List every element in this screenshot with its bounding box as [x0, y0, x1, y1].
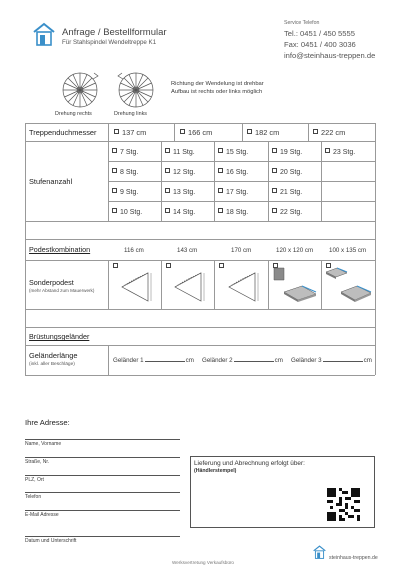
step-option[interactable]: [112, 148, 138, 156]
landing-120x120-diagram: [270, 266, 320, 306]
checkbox[interactable]: [313, 129, 318, 134]
option-label: 13 Stg.: [173, 189, 196, 196]
diameter-option-137[interactable]: [114, 128, 146, 137]
landing-size: 120 x 120 cm: [276, 247, 314, 254]
checkbox[interactable]: [218, 208, 223, 213]
step-option[interactable]: [165, 208, 195, 216]
phone-input-line[interactable]: [25, 492, 180, 493]
railing-3-input[interactable]: [323, 355, 363, 362]
landing-label: Podestkombination: [29, 245, 91, 254]
option-label: 12 Stg.: [173, 169, 196, 176]
railing-1-field[interactable]: [113, 355, 194, 364]
option-label: 137 cm: [122, 128, 147, 137]
option-label: 22 Stg.: [280, 209, 303, 216]
special-landing-label: Sonderpodest: [29, 278, 74, 287]
checkbox[interactable]: [180, 129, 185, 134]
form-subtitle: Für Stahlspindel Wendeltreppe K1: [62, 39, 157, 46]
landing-100x135-diagram: [323, 266, 373, 306]
landing-116-diagram: [120, 271, 154, 303]
qr-code-icon: [327, 488, 360, 521]
checkbox[interactable]: [112, 188, 117, 193]
railing-item-label: Geländer 1: [113, 357, 144, 364]
landing-size: 143 cm: [177, 247, 198, 254]
email-address[interactable]: info@steinhaus-treppen.de: [284, 51, 376, 60]
option-label: 166 cm: [188, 128, 213, 137]
railing-length-sub: (inkl. aller Beschläge): [29, 362, 75, 367]
checkbox[interactable]: [272, 188, 277, 193]
landing-170-diagram: [227, 271, 261, 303]
checkbox[interactable]: [165, 208, 170, 213]
railing-section-label: Brüstungsgeländer: [29, 332, 90, 341]
signature-field-label: Datum und Unterschrift: [25, 538, 77, 544]
house-logo-icon: [33, 22, 55, 46]
direction-note-1: Richtung der Wendelung ist drehbar: [171, 81, 264, 87]
checkbox[interactable]: [112, 168, 117, 173]
option-label: 17 Stg.: [226, 189, 249, 196]
checkbox[interactable]: [114, 129, 119, 134]
step-option[interactable]: [112, 188, 138, 196]
footer-logo-icon: [313, 545, 326, 559]
signature-input-line[interactable]: [25, 536, 180, 537]
railing-item-label: Geländer 2: [202, 357, 233, 364]
checkbox[interactable]: [165, 188, 170, 193]
option-label: 8 Stg.: [120, 169, 139, 176]
tel-number: Tel.: 0451 / 450 5555: [284, 29, 355, 38]
checkbox[interactable]: [218, 188, 223, 193]
diameter-label: Treppenduchmesser: [29, 128, 97, 137]
option-label: 23 Stg.: [333, 149, 356, 156]
footer-center-text: Werksvertretung Verkaufsbüro: [172, 560, 234, 565]
landing-checkbox[interactable]: [113, 263, 118, 268]
step-option[interactable]: [218, 168, 248, 176]
option-label: 19 Stg.: [280, 149, 303, 156]
checkbox[interactable]: [247, 129, 252, 134]
step-option[interactable]: [272, 148, 302, 156]
diameter-option-166[interactable]: [180, 128, 212, 137]
option-label: 11 Stg.: [173, 149, 195, 156]
step-option[interactable]: [112, 208, 142, 216]
checkbox[interactable]: [325, 148, 330, 153]
step-option[interactable]: [272, 168, 302, 176]
special-landing-sub: (mehr Abstand zum Mauerwerk): [29, 288, 95, 293]
option-label: 182 cm: [255, 128, 280, 137]
name-input-line[interactable]: [25, 439, 180, 440]
option-label: 16 Stg.: [226, 169, 249, 176]
form-title: Anfrage / Bestellformular: [62, 27, 167, 38]
city-input-line[interactable]: [25, 475, 180, 476]
unit-label: cm: [363, 357, 372, 364]
option-label: 9 Stg.: [120, 189, 139, 196]
railing-2-field[interactable]: [202, 355, 283, 364]
direction-left-label: Drehung links: [114, 111, 147, 117]
unit-label: cm: [274, 357, 283, 364]
direction-note-2: Aufbau ist rechts oder links möglich: [171, 89, 263, 95]
checkbox[interactable]: [272, 148, 277, 153]
landing-checkbox[interactable]: [219, 263, 224, 268]
footer-logo-text: steinhaus-treppen.de: [329, 555, 378, 561]
step-option[interactable]: [325, 148, 355, 156]
delivery-line-1: Lieferung und Abrechnung erfolgt über:: [194, 460, 305, 467]
option-label: 7 Stg.: [120, 149, 139, 156]
address-heading: Ihre Adresse:: [25, 418, 70, 427]
checkbox[interactable]: [272, 168, 277, 173]
step-option[interactable]: [218, 148, 248, 156]
step-option[interactable]: [165, 168, 195, 176]
landing-checkbox[interactable]: [166, 263, 171, 268]
railing-length-label: Geländerlänge: [29, 351, 78, 360]
option-label: 18 Stg.: [226, 209, 249, 216]
step-option[interactable]: [218, 208, 248, 216]
option-label: 14 Stg.: [173, 209, 196, 216]
phone-field-label: Telefon: [25, 494, 42, 500]
landing-size: 100 x 135 cm: [329, 247, 367, 254]
email-field-label: E-Mail Adresse: [25, 512, 59, 518]
step-option[interactable]: [218, 188, 248, 196]
fax-number: Fax: 0451 / 400 3036: [284, 40, 356, 49]
railing-1-input[interactable]: [145, 355, 185, 362]
spiral-left-diagram: [116, 70, 156, 110]
name-field-label: Name, Vorname: [25, 441, 62, 447]
checkbox[interactable]: [165, 168, 170, 173]
option-label: 10 Stg.: [120, 209, 143, 216]
steps-label: Stufenanzahl: [29, 177, 73, 186]
railing-2-input[interactable]: [234, 355, 274, 362]
landing-size: 170 cm: [231, 247, 252, 254]
option-label: 21 Stg.: [280, 189, 303, 196]
step-option[interactable]: [165, 188, 195, 196]
railing-item-label: Geländer 3: [291, 357, 322, 364]
checkbox[interactable]: [272, 208, 277, 213]
diameter-option-182[interactable]: [247, 128, 279, 137]
email-input-line[interactable]: [25, 510, 180, 511]
checkbox[interactable]: [165, 148, 170, 153]
service-label: Service Telefon: [284, 20, 320, 26]
checkbox[interactable]: [218, 148, 223, 153]
unit-label: cm: [185, 357, 194, 364]
checkbox[interactable]: [112, 208, 117, 213]
step-option[interactable]: [112, 168, 138, 176]
diameter-option-222[interactable]: [313, 128, 345, 137]
step-option[interactable]: [272, 188, 302, 196]
landing-143-diagram: [173, 271, 207, 303]
direction-right-label: Drehung rechts: [55, 111, 92, 117]
street-input-line[interactable]: [25, 457, 180, 458]
city-field-label: PLZ, Ort: [25, 477, 44, 483]
landing-size: 116 cm: [124, 247, 144, 254]
checkbox[interactable]: [112, 148, 117, 153]
option-label: 222 cm: [321, 128, 346, 137]
option-label: 20 Stg.: [280, 169, 303, 176]
checkbox[interactable]: [218, 168, 223, 173]
option-label: 15 Stg.: [226, 149, 249, 156]
street-field-label: Straße, Nr.: [25, 459, 50, 465]
step-option[interactable]: [272, 208, 302, 216]
step-option[interactable]: [165, 148, 195, 156]
railing-3-field[interactable]: [291, 355, 372, 364]
delivery-line-2: (Händlerstempel): [194, 468, 237, 474]
spiral-right-diagram: [60, 70, 100, 110]
